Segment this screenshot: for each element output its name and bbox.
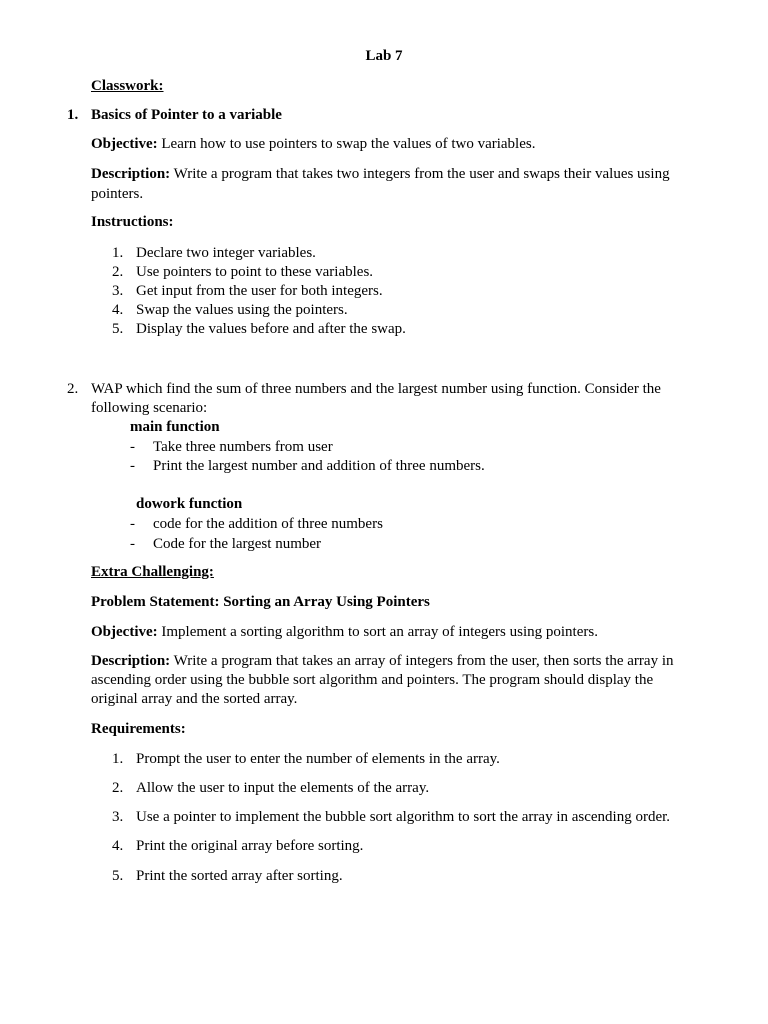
requirement-number: 1. (112, 751, 124, 767)
objective-label: Objective: (91, 624, 158, 640)
extra-challenging-heading: Extra Challenging: (91, 564, 214, 580)
task2-text: WAP which find the sum of three numbers and the largest number using function. Consider the (91, 381, 661, 397)
objective-text: Learn how to use pointers to swap the values of two variables. (161, 136, 536, 152)
extra-description-line (91, 652, 674, 671)
task1-objective (91, 135, 535, 154)
objective-text: Implement a sorting algorithm to sort an array of integers using pointers. (161, 624, 598, 640)
instruction-item: Display the values before and after the swap. (136, 321, 406, 337)
extra-description-line: original array and the sorted array. (91, 691, 298, 707)
task2-text: following scenario: (91, 400, 208, 416)
requirement-number: 2. (112, 780, 124, 796)
task1-number: 1. (67, 107, 79, 123)
task2-number: 2. (67, 381, 79, 397)
bullet-dash: - (130, 439, 135, 455)
instruction-number: 5. (112, 321, 124, 337)
bullet-dash: - (130, 536, 135, 552)
requirement-item: Print the sorted array after sorting. (136, 868, 343, 884)
instruction-item: Get input from the user for both integers. (136, 283, 383, 299)
bullet-dash: - (130, 458, 135, 474)
description-text: Write a program that takes two integers from the user and swaps their values using (173, 166, 670, 182)
description-label: Description: (91, 653, 171, 669)
main-function-heading: main function (130, 419, 220, 435)
extra-objective (91, 623, 598, 642)
main-function-item: Print the largest number and addition of three numbers. (153, 458, 485, 474)
instruction-number: 2. (112, 264, 124, 280)
requirement-number: 5. (112, 868, 124, 884)
instruction-item: Use pointers to point to these variables. (136, 264, 374, 280)
instruction-item: Swap the values using the pointers. (136, 302, 348, 318)
instruction-number: 3. (112, 283, 124, 299)
requirement-item: Print the original array before sorting. (136, 838, 364, 854)
instruction-number: 4. (112, 302, 124, 318)
requirement-item: Prompt the user to enter the number of elements in the array. (136, 751, 500, 767)
requirements-label: Requirements: (91, 721, 186, 737)
task1-heading: Basics of Pointer to a variable (91, 107, 282, 123)
dowork-function-item: Code for the largest number (153, 536, 322, 552)
dowork-function-item: code for the addition of three numbers (153, 516, 383, 532)
problem-statement: Problem Statement: Sorting an Array Using Pointers (91, 594, 430, 610)
instruction-item: Declare two integer variables. (136, 245, 316, 261)
classwork-heading: Classwork: (91, 78, 164, 94)
requirement-number: 4. (112, 838, 124, 854)
description-text: Write a program that takes an array of integers from the user, then sorts the array in (173, 653, 674, 669)
page-title: Lab 7 (365, 48, 403, 64)
bullet-dash: - (130, 516, 135, 532)
instruction-number: 1. (112, 245, 124, 261)
task1-description-line (91, 165, 670, 184)
task1-description-line: pointers. (91, 186, 144, 202)
dowork-function-heading: dowork function (136, 496, 243, 512)
main-function-item: Take three numbers from user (153, 439, 333, 455)
requirement-item: Allow the user to input the elements of the array. (136, 780, 430, 796)
requirement-number: 3. (112, 809, 124, 825)
objective-label: Objective: (91, 136, 158, 152)
description-label: Description: (91, 166, 171, 182)
requirement-item: Use a pointer to implement the bubble sort algorithm to sort the array in ascending order. (136, 809, 671, 825)
instructions-label: Instructions: (91, 214, 174, 230)
extra-description-line: ascending order using the bubble sort algorithm and pointers. The program should display the (91, 672, 654, 688)
